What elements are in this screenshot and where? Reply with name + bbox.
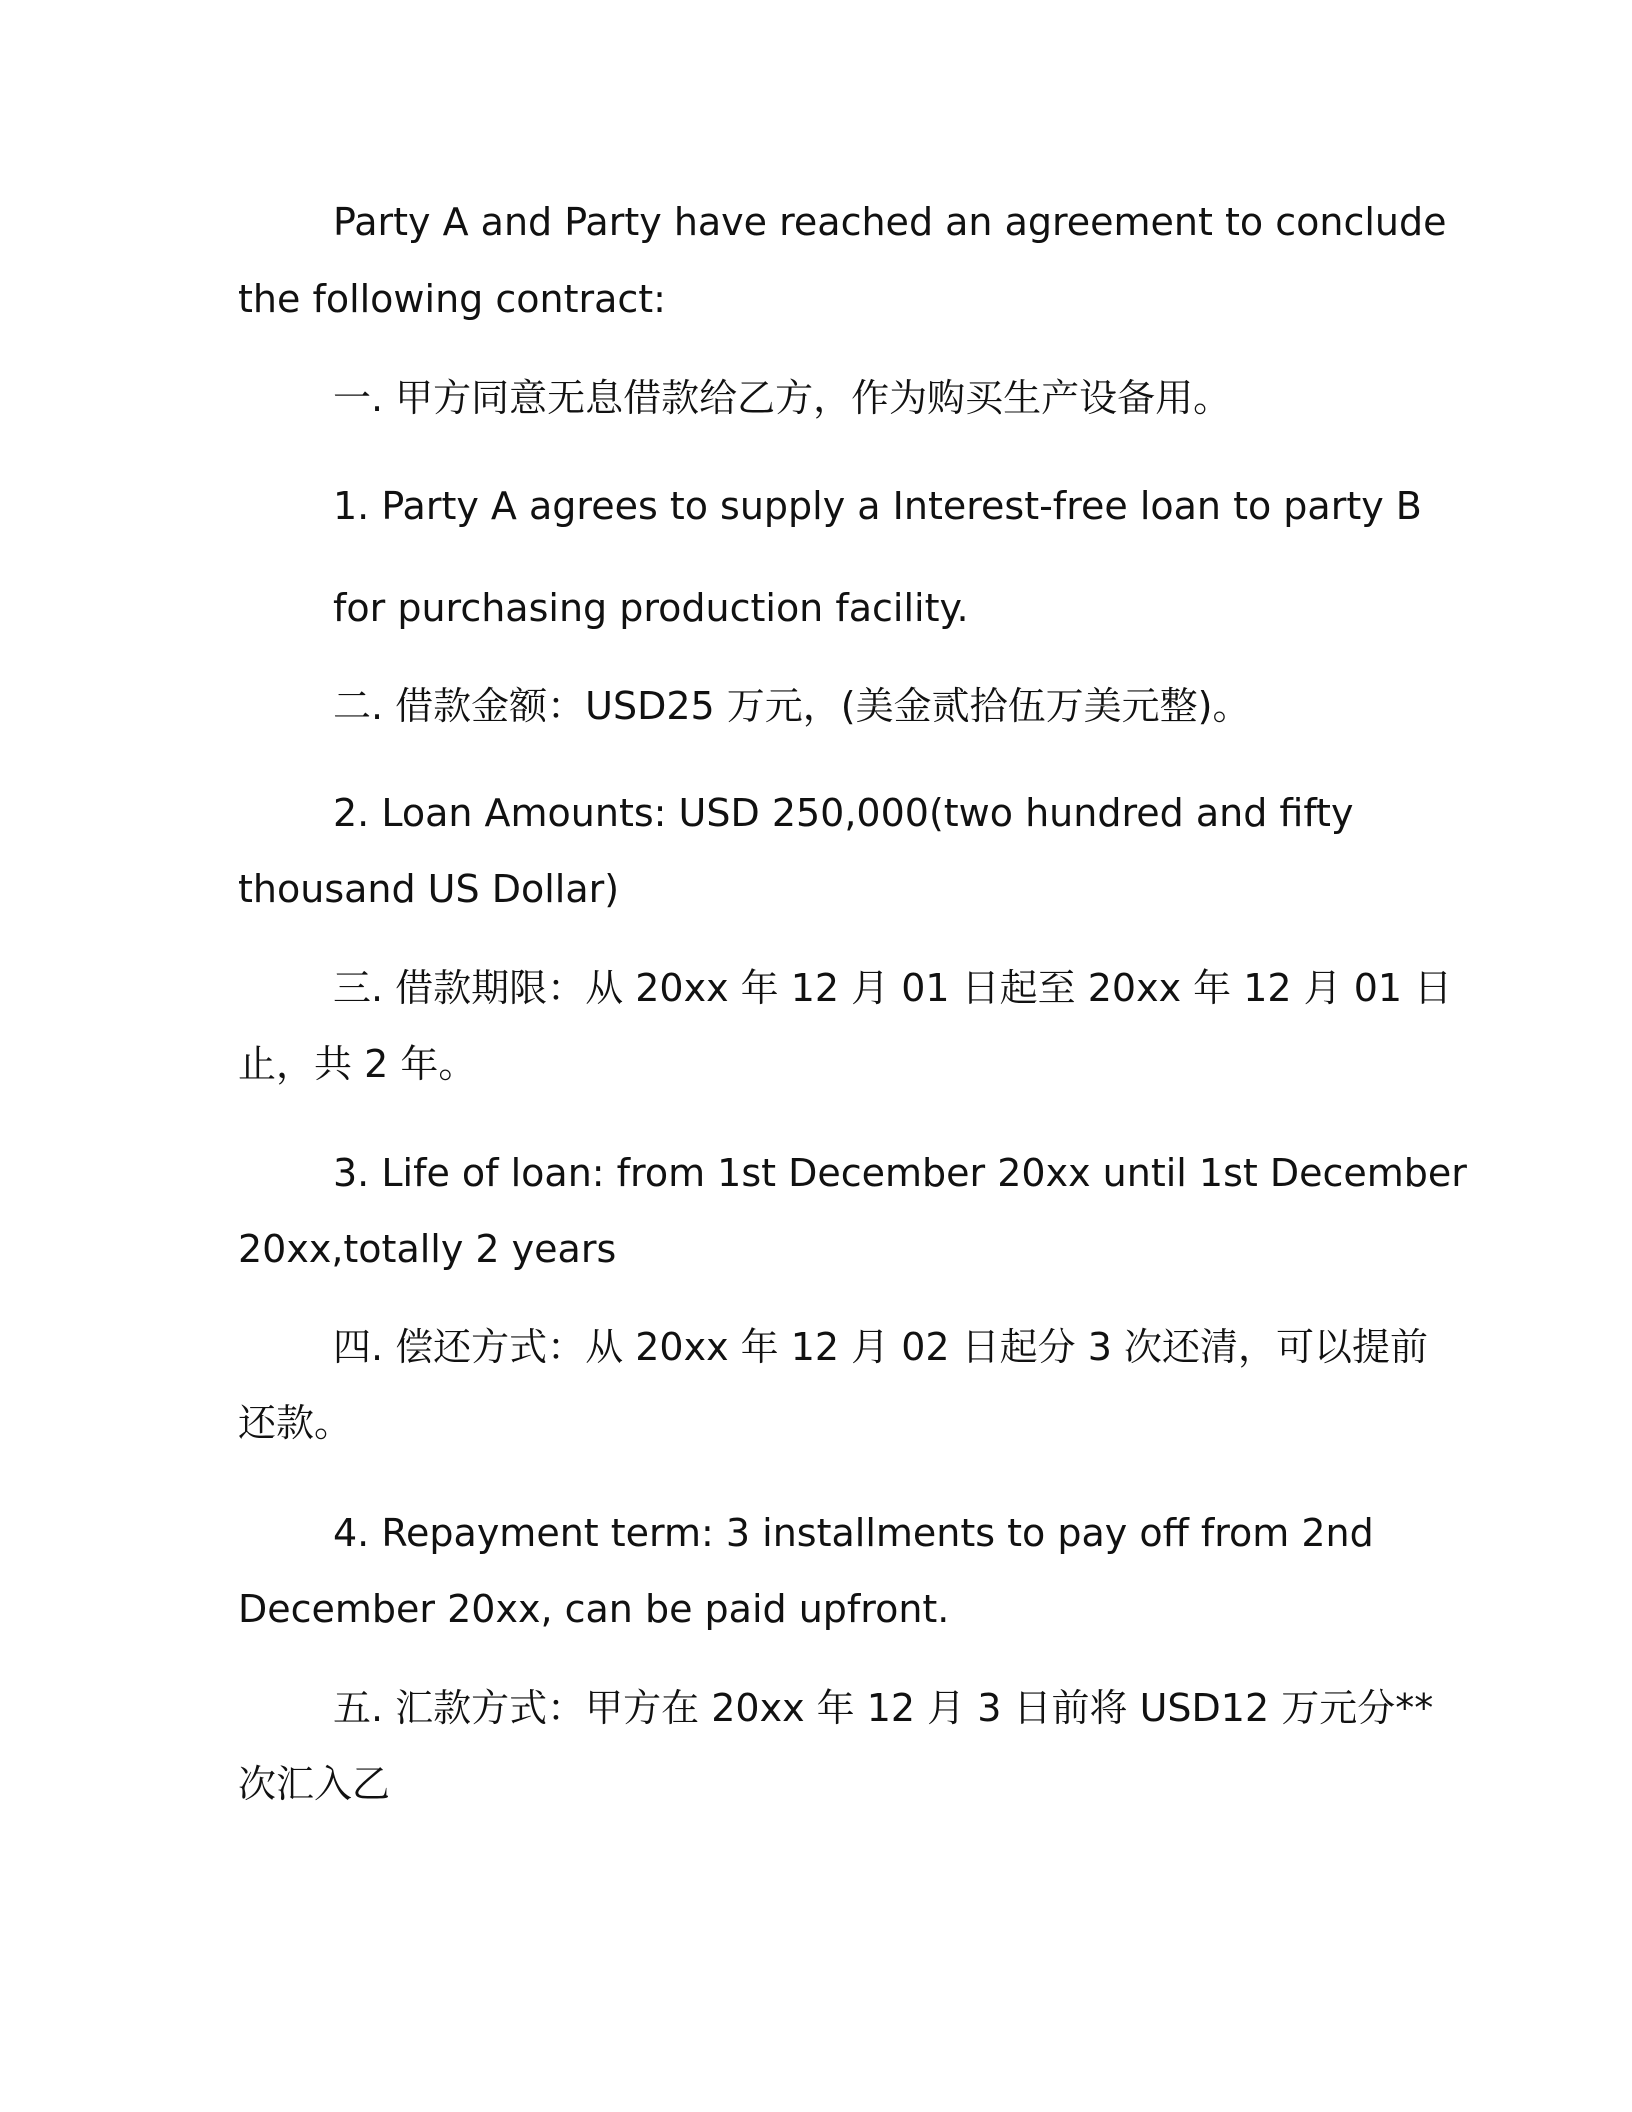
clause-1-english-line-2: for purchasing production facility. — [333, 586, 969, 630]
clause-3-english-line-1: 3. Life of loan: from 1st December 20xx until 1st December — [333, 1151, 1467, 1195]
clause-4-english-line-1: 4. Repayment term: 3 installments to pay off from 2nd — [333, 1511, 1374, 1555]
clause-3-chinese-line-1: 三. 借款期限：从 20xx 年 12 月 01 日起至 20xx 年 12 月 01 日 — [333, 966, 1453, 1010]
clause-2-chinese: 二. 借款金额：USD25 万元，(美金贰拾伍万美元整)。 — [333, 684, 1251, 728]
clause-4-chinese-line-2: 还款。 — [238, 1401, 353, 1445]
clause-3-chinese-line-2: 止，共 2 年。 — [238, 1042, 477, 1086]
clause-3-english-line-2: 20xx,totally 2 years — [238, 1227, 617, 1271]
clause-2-english-line-2: thousand US Dollar) — [238, 867, 620, 911]
clause-4-english-line-2: December 20xx, can be paid upfront. — [238, 1587, 950, 1631]
clause-5-chinese-line-2: 次汇入乙 — [238, 1762, 391, 1806]
clause-2-english-line-1: 2. Loan Amounts: USD 250,000(two hundred and fifty — [333, 791, 1354, 835]
clause-1-chinese: 一. 甲方同意无息借款给乙方，作为购买生产设备用。 — [333, 376, 1232, 420]
intro-line-1: Party A and Party have reached an agreement to conclude — [333, 200, 1447, 244]
intro-line-2: the following contract: — [238, 277, 666, 321]
clause-1-english-line-1: 1. Party A agrees to supply a Interest-free loan to party B — [333, 484, 1422, 528]
clause-5-chinese-line-1: 五. 汇款方式：甲方在 20xx 年 12 月 3 日前将 USD12 万元分** — [333, 1686, 1434, 1730]
clause-4-chinese-line-1: 四. 偿还方式：从 20xx 年 12 月 02 日起分 3 次还清，可以提前 — [333, 1325, 1429, 1369]
